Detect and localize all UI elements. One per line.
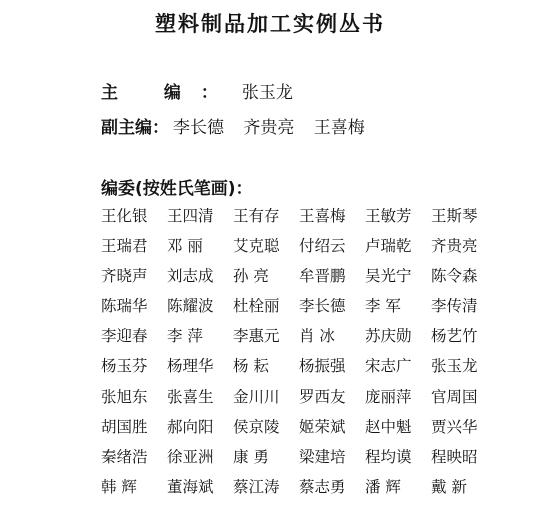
board-member-name: 潘 辉 xyxy=(365,477,401,496)
board-member-name: 官周国 xyxy=(431,387,478,406)
board-member-name: 王有存 xyxy=(233,207,280,225)
board-member-name: 宋志广 xyxy=(365,357,412,376)
board-member-name: 吴光宁 xyxy=(365,267,412,286)
chief-editor-names: 张玉龙 xyxy=(241,83,293,103)
board-member-name: 徐亚洲 xyxy=(167,447,214,466)
board-member-name: 刘志成 xyxy=(167,267,214,286)
board-member-name: 贾兴华 xyxy=(431,417,478,436)
board-member-name: 梁建培 xyxy=(299,447,346,466)
board-member-name: 韩 辉 xyxy=(101,477,137,496)
board-member-name: 戴 新 xyxy=(431,477,467,496)
board-member-name: 姬荣斌 xyxy=(299,417,346,436)
board-member-name: 庞丽萍 xyxy=(365,387,412,406)
board-member-name: 李惠元 xyxy=(233,327,280,346)
board-member-name: 郝向阳 xyxy=(167,417,214,436)
board-member-name: 王斯琴 xyxy=(431,207,478,225)
board-member-name: 程均谟 xyxy=(365,447,412,466)
series-title: 塑料制品加工实例丛书 xyxy=(155,12,385,36)
board-member-name: 杨 耘 xyxy=(233,357,269,376)
board-member-name: 李迎春 xyxy=(101,327,148,346)
board-member-name: 张喜生 xyxy=(167,387,214,406)
board-member-name: 杨振强 xyxy=(299,357,346,376)
board-member-name: 康 勇 xyxy=(233,447,269,466)
board-member-name: 张旭东 xyxy=(101,387,148,406)
chief-editor-line xyxy=(101,78,293,103)
board-member-name: 王化银 xyxy=(101,207,148,225)
board-member-name: 王喜梅 xyxy=(299,207,346,225)
board-member-name: 罗西友 xyxy=(299,387,346,406)
chief-editor-label: 主 编： xyxy=(101,83,238,103)
board-member-name: 程映昭 xyxy=(431,447,478,466)
board-member-name: 陈耀波 xyxy=(167,297,214,316)
board-member-name: 付绍云 xyxy=(299,237,346,256)
board-member-name: 杜栓丽 xyxy=(233,297,280,316)
board-member-name: 董海斌 xyxy=(167,477,214,496)
board-member-name: 陈瑞华 xyxy=(101,297,148,316)
board-member-name: 杨艺竹 xyxy=(431,327,478,346)
board-member-name: 杨玉芬 xyxy=(101,357,148,376)
board-member-name: 王四清 xyxy=(167,207,214,225)
board-member-name: 肖 冰 xyxy=(299,327,335,346)
editorial-board-members xyxy=(101,206,481,507)
board-member-name: 赵中魁 xyxy=(365,417,412,436)
board-member-name: 李传清 xyxy=(431,297,478,316)
board-member-name: 金川川 xyxy=(233,387,280,406)
board-member-name: 孙 亮 xyxy=(233,267,269,286)
board-member-name: 李长德 xyxy=(299,297,346,316)
board-member-name: 苏庆勋 xyxy=(365,327,412,346)
board-member-name: 邓 丽 xyxy=(167,237,203,256)
deputy-editor-line xyxy=(101,113,365,138)
board-member-name: 李 军 xyxy=(365,297,401,316)
deputy-editor-label: 副主编： xyxy=(101,118,169,138)
board-member-name: 王瑞君 xyxy=(101,237,148,256)
editorial-board-heading: 编委(按姓氏笔画)： xyxy=(101,179,253,199)
board-member-name: 蔡志勇 xyxy=(299,477,346,496)
board-member-name: 杨理华 xyxy=(167,357,214,376)
board-member-name: 侯京陵 xyxy=(233,417,280,436)
board-member-name: 胡国胜 xyxy=(101,417,148,436)
deputy-editor-names: 李长德 齐贵亮 王喜梅 xyxy=(173,118,365,138)
board-member-name: 李 萍 xyxy=(167,327,203,346)
board-member-name: 陈令森 xyxy=(431,267,478,286)
board-member-name: 齐晓声 xyxy=(101,267,148,286)
board-member-name: 张玉龙 xyxy=(431,357,478,376)
board-member-name: 艾克聪 xyxy=(233,237,280,256)
board-member-name: 牟晋鹏 xyxy=(299,267,346,286)
board-member-name: 王敏芳 xyxy=(365,207,412,225)
board-member-name: 卢瑞乾 xyxy=(365,237,412,256)
board-member-name: 齐贵亮 xyxy=(431,237,478,256)
board-member-name: 蔡江涛 xyxy=(233,477,280,496)
board-member-name: 秦绪浩 xyxy=(101,447,148,466)
